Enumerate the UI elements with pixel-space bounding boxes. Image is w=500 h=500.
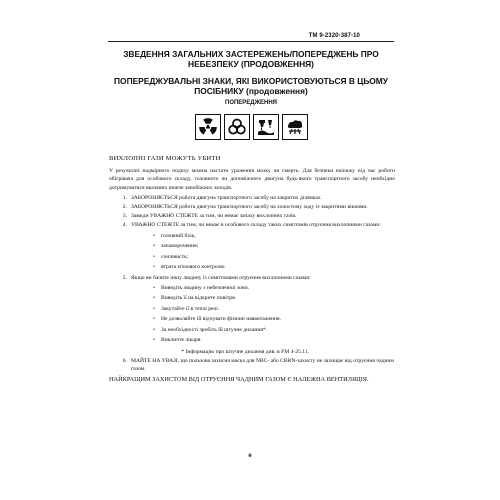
list-item: 4. УВАЖНО СТЕЖТЕ за тим, чи немає в особового складу таких симптомів отруєння вихлопними газами: bbox=[122, 222, 381, 229]
list-item: • За необхідності зробіть їй штучне дихання*. bbox=[153, 326, 268, 333]
list-item: • Не дозволяйте їй відчувати фізичні навантаження. bbox=[153, 316, 282, 323]
list-item: 5. Якщо ви бачите іншу людину із симптомами отруєння вихлопними газами: bbox=[122, 274, 311, 281]
footnote: * Інформацію про штучне дихання див. в FM 4-25.11. bbox=[181, 348, 309, 355]
list-item: • Виведіть людину з небезпечної зони. bbox=[153, 284, 250, 291]
radiation-icon bbox=[195, 114, 221, 140]
warning-icons bbox=[195, 114, 308, 140]
list-item: 3. Завжди УВАЖНО СТЕЖТЕ за тим, чи немає запаху вихлопних газів. bbox=[122, 213, 297, 220]
closing-statement: НАЙКРАЩИМ ЗАХИСТОМ ВІД ОТРУЄННЯ ЧАДНИМ ГАЗОМ Є НАЛЕЖНА ВЕНТИЛЯЦІЯ. bbox=[109, 376, 369, 384]
action-list bbox=[153, 283, 395, 346]
page-number: e bbox=[248, 453, 252, 459]
chemical-icon bbox=[253, 114, 279, 140]
list-item: • Закутайте її в теплі речі. bbox=[153, 305, 220, 312]
section-title: ВИХЛОПНІ ГАЗИ МОЖУТЬ УБИТИ bbox=[109, 155, 221, 162]
list-item: 6. МАЙТЕ НА УВАЗІ, що пользова захисна маска для NBC- або CBRN-захисту не захищає від отруєння чадним газом. bbox=[122, 358, 394, 373]
toxic-gas-icon bbox=[282, 114, 308, 140]
list-item: • сонливість; bbox=[153, 253, 189, 260]
list-item: 1. ЗАБОРОНЯЄТЬСЯ робота двигуна транспортного засобу на закритих ділянках. bbox=[122, 194, 323, 201]
list-item: 2. ЗАБОРОНЯЄТЬСЯ робота двигуна транспортного засобу на холостому ходу із закритими вікнами. bbox=[122, 204, 368, 211]
warning-heading: ПОПЕРЕДЖЕННЯ bbox=[225, 100, 277, 106]
list-item: • запаморочення; bbox=[153, 243, 199, 250]
list-item: • втрата м'язового контролю bbox=[153, 264, 225, 271]
warning-body bbox=[109, 155, 395, 385]
symptom-list bbox=[153, 231, 395, 273]
page-title: ЗВЕДЕННЯ ЗАГАЛЬНИХ ЗАСТЕРЕЖЕНЬ/ПОПЕРЕДЖЕНЬ ПРО НЕБЕЗПЕКУ (ПРОДОВЖЕННЯ) bbox=[123, 49, 379, 69]
list-item: • Викличте лікаря. bbox=[153, 337, 202, 344]
intro-paragraph: У результаті надмірного подиху можна настати ураження мозку чи смерть. Для безпеки екіпажу під час роботи обігрівача для особового складу, головного чи допоміжного двигуна будь-якого транспортного засобу необхідно дотримуватися вказаних нижче запобіжних заходів. bbox=[109, 168, 395, 191]
list-item: • Виведіть її на відкрите повітря. bbox=[153, 295, 237, 302]
biohazard-icon bbox=[224, 114, 250, 140]
list-item: • головний біль; bbox=[153, 232, 196, 239]
page-subtitle: ПОПЕРЕДЖУВАЛЬНІ ЗНАКИ, ЯКІ ВИКОРИСТОВУЮТЬСЯ В ЦЬОМУ ПОСІБНИКУ (продовження) bbox=[114, 76, 388, 96]
header-rule bbox=[108, 41, 394, 42]
document-code: ТМ 9-2320-387-10 bbox=[308, 33, 360, 39]
